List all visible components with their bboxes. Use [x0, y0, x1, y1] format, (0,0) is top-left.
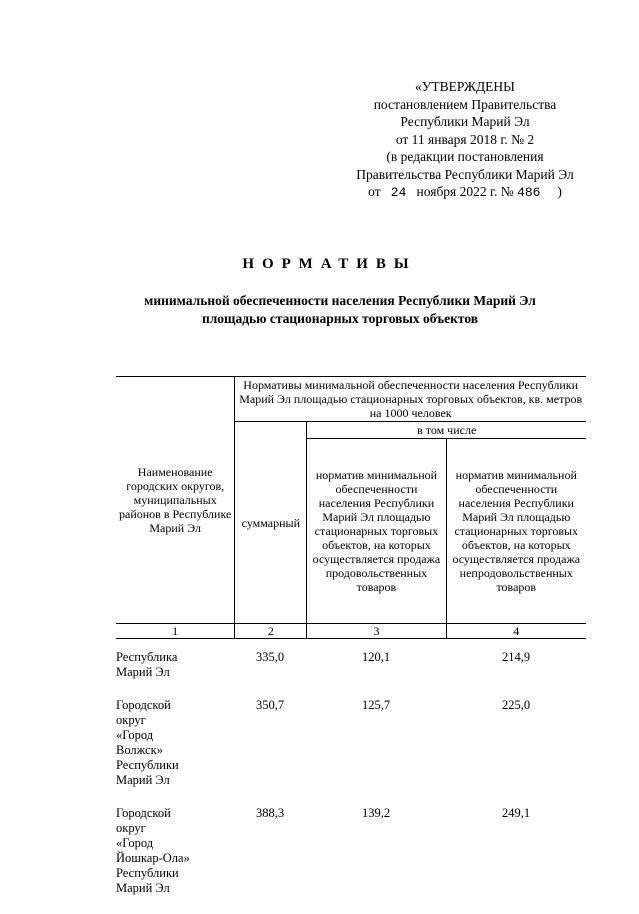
approval-date-line — [330, 183, 600, 202]
table-row — [116, 698, 586, 788]
row-food: 139,2 — [361, 806, 391, 820]
row-total: 335,0 — [255, 650, 285, 664]
date-day: 24 — [390, 185, 407, 200]
row-name-word: Городской — [116, 698, 171, 712]
table-body — [116, 650, 586, 914]
table-row — [116, 650, 586, 680]
approval-line: от 11 января 2018 г. № 2 — [395, 131, 535, 147]
row-name-word: «Город — [116, 728, 154, 742]
col-number: 2 — [235, 624, 307, 639]
col1-header: Наименование городских округов, муниципальных районов в Республике Марий Эл — [116, 377, 235, 624]
row-name-line: Марий Эл — [116, 881, 170, 895]
approval-line: «УТВЕРЖДЕНЫ — [415, 79, 515, 94]
row-name-line — [116, 698, 232, 728]
row-nonfood: 214,9 — [501, 650, 531, 664]
row-name-line — [116, 728, 232, 758]
date-suffix: ) — [557, 184, 562, 199]
approval-line: постановлением Правительства — [373, 96, 557, 112]
row-total: 388,3 — [255, 806, 285, 820]
row-name-line: Республики — [116, 866, 179, 880]
approval-block — [330, 78, 600, 202]
row-name — [116, 650, 232, 680]
row-name-line: Йошкар-Ола» — [116, 851, 190, 865]
norms-table-header — [116, 376, 586, 639]
col3-header: норматив минимальной обеспеченности населения Республики Марий Эл площадью стационарных торговых объектов, на которых осуществляется продажа продовольственных товаров — [307, 439, 446, 624]
row-food: 125,7 — [361, 698, 391, 712]
col2-header: суммарный — [235, 422, 307, 624]
row-nonfood: 225,0 — [501, 698, 531, 712]
col-number: 1 — [116, 624, 235, 639]
row-name-word: Волжск» — [116, 743, 163, 757]
row-name-word: Городской — [116, 806, 171, 820]
subtitle-line: минимальной обеспеченности населения Республики Марий Эл — [144, 293, 536, 308]
row-name-line: Республика — [116, 650, 178, 664]
col-number: 3 — [307, 624, 446, 639]
approval-line: (в редакции постановления — [386, 149, 544, 164]
document-subtitle — [110, 292, 570, 328]
row-name-line — [116, 806, 232, 836]
row-total: 350,7 — [255, 698, 285, 712]
row-name-line: Марий Эл — [116, 773, 170, 787]
subtitle-line: площадью стационарных торговых объектов — [201, 311, 479, 326]
row-food: 120,1 — [361, 650, 391, 664]
row-name-line: Марий Эл — [116, 665, 170, 679]
row-name-line: Республики — [116, 758, 179, 772]
document-title: НОРМАТИВЫ — [242, 256, 417, 272]
subgroup-header: в том числе — [307, 422, 586, 439]
row-name-word: округ — [116, 713, 146, 727]
date-number: 486 — [517, 185, 541, 200]
col-number: 4 — [446, 624, 586, 639]
col4-header: норматив минимальной обеспеченности населения Республики Марий Эл площадью стационарных торговых объектов, на которых осуществляется продажа непродовольственных товаров — [446, 439, 586, 624]
row-name — [116, 698, 232, 788]
row-name-word: округ — [116, 821, 146, 835]
table-row — [116, 806, 586, 896]
row-name — [116, 806, 232, 896]
row-nonfood: 249,1 — [501, 806, 531, 820]
date-month: ноября 2022 г. № — [416, 184, 514, 199]
group-header: Нормативы минимальной обеспеченности населения Республики Марий Эл площадью стационарных торговых объектов, кв. метров на 1000 человек — [235, 377, 586, 422]
approval-line: Правительства Республики Марий Эл — [356, 166, 574, 182]
approval-line: Республики Марий Эл — [400, 114, 530, 129]
row-name-line: «Город — [116, 836, 154, 850]
date-prefix: от — [368, 184, 381, 199]
